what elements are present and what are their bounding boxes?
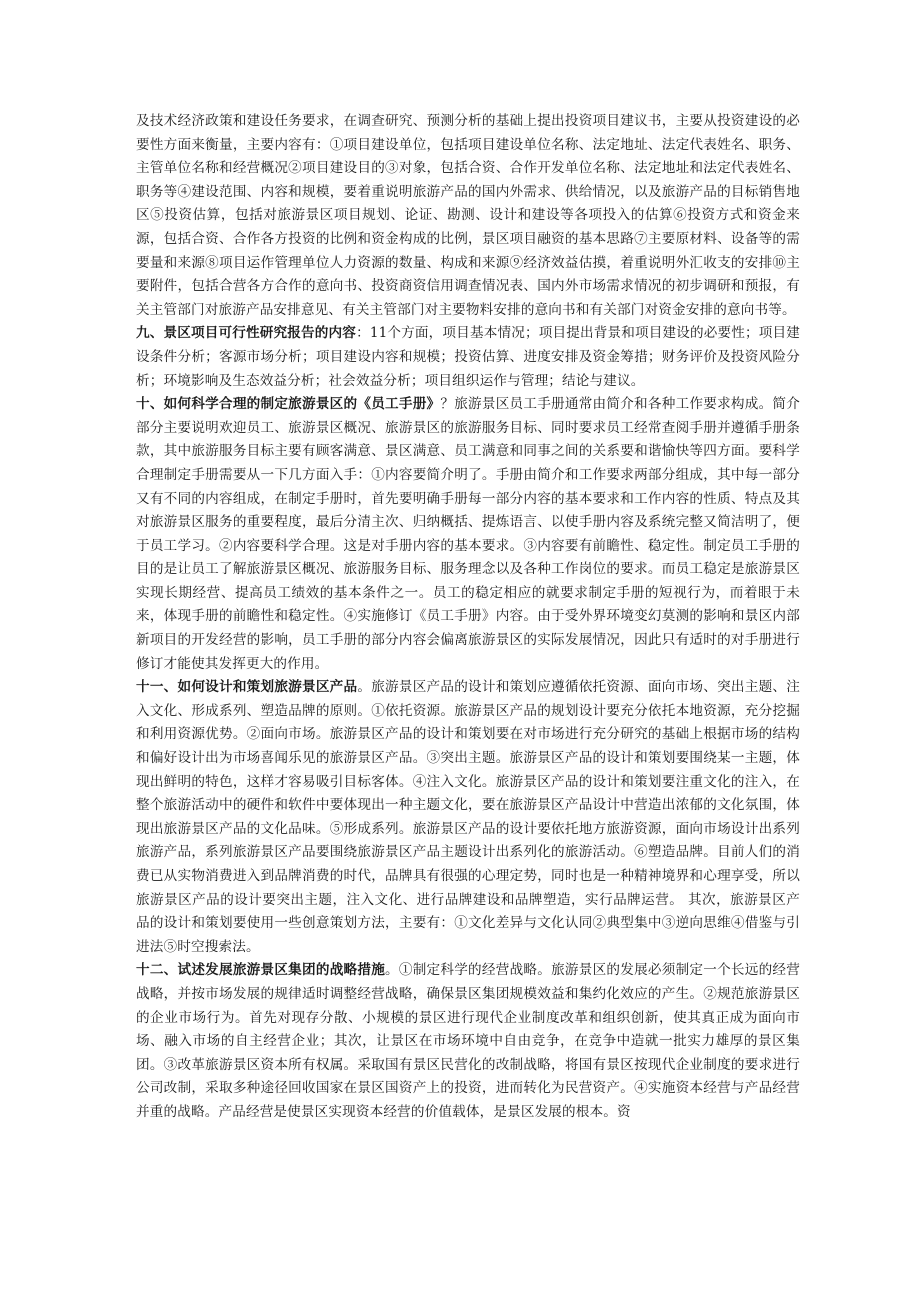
section-11-heading: 十一、如何设计和策划旅游景区产品 <box>136 679 358 696</box>
paragraph-12-text: 。①制定科学的经营战略。旅游景区的发展必须制定一个长远的经营战略，并按市场发展的规律适时调整经营战略，确保景区集团规模效益和集约化效应的产生。②规范旅游景区的企业市场行为。首先对现存分散、小规模的景区进行现代企业制度改革和组织创新，使其真正成为面向市场、融入市场的自主经营企业；其次，让景区在市场环境中自由竞争，在竞争中造就一批实力雄厚的景区集团。③改革旅游景区资本所有权属。采取国有景区民营化的改制战略，将国有景区按现代企业制度的要求进行公司改制，采取多种途径回收国家在景区国资产上的投资，进而转化为民营资产。④实施资本经营与产品经营并重的战略。产品经营是使景区实现资本经营的价值载体，是景区发展的根本。资 <box>136 962 801 1120</box>
section-12-heading: 十二、试述发展旅游景区集团的战略措施 <box>136 962 386 979</box>
paragraph-9-text: ：11个方面，项目基本情况；项目提出背景和项目建设的必要性；项目建设条件分析；客源市场分析；项目建设内容和规模；投资估算、进度安排及资金筹措；财务评价及投资风险分析；环境影响及生态效益分析；社会效益分析；项目组织运作与管理；结论与建议。 <box>136 325 801 389</box>
paragraph-11 <box>136 676 800 959</box>
section-9-heading: 九、景区项目可行性研究报告的内容 <box>136 325 357 342</box>
document-body <box>136 110 800 1125</box>
paragraph-10-text: ？旅游景区员工手册通常由简介和各种工作要求构成。简介部分主要说明欢迎员工、旅游景区概况、旅游景区的旅游服务目标、同时要求员工经常查阅手册并遵循手册条款，其中旅游服务目标主要有顾客满意、景区满意、员工满意和同事之间的关系要和谐愉快等四方面。要科学合理制定手册需要从一下几方面入手：①内容要简介明了。手册由简介和工作要求两部分组成，其中每一部分又有不同的内容组成，在制定手册时，首先要明确手册每一部分内容的基本要求和工作内容的性质、特点及其对旅游景区服务的重要程度，最后分清主次、归纳概括、提炼语言、以使手册内容及系统完整又简洁明了，便于员工学习。②内容要科学合理。这是对手册内容的基本要求。③内容要有前瞻性、稳定性。制定员工手册的目的是让员工了解旅游景区概况、旅游服务目标、服务理念以及各种工作岗位的要求。而员工稳定是旅游景区实现长期经营、提高员工绩效的基本条件之一。员工的稳定相应的就要求制定手册的短视行为，而着眼于未来，体现手册的前瞻性和稳定性。④实施修订《员工手册》内容。由于受外界环境变幻莫测的影响和景区内部新项目的开发经营的影响，员工手册的部分内容会偏离旅游景区的实际发展情况，因此只有适时的对手册进行修订才能使其发挥更大的作用。 <box>136 396 800 672</box>
paragraph-1-text: 及技术经济政策和建设任务要求，在调查研究、预测分析的基础上提出投资项目建议书，主要从投资建设的必要性方面来衡量，主要内容有：①项目建设单位，包括项目建设单位名称、法定地址、法定代表姓名、职务、主管单位名称和经营概况②项目建设目的③对象，包括合资、合作开发单位名称、法定地址和法定代表姓名、职务等④建设范围、内容和规模，要着重说明旅游产品的国内外需求、供给情况，以及旅游产品的目标销售地区⑤投资估算，包括对旅游景区项目规划、论证、勘测、设计和建设等各项投入的估算⑥投资方式和资金来源，包括合资、合作各方投资的比例和资金构成的比例，景区项目融资的基本思路⑦主要原材料、设备等的需要量和来源⑧项目运作管理单位人力资源的数量、构成和来源⑨经济效益估摸，着重说明外汇收支的安排⑩主要附件，包括合营各方合作的意向书、投资商资信用调查情况表、国内外市场需求情况的初步调研和预报，有关主管部门对旅游产品安排意见、有关主管部门对主要物料安排的意向书和有关部门对资金安排的意向书等。 <box>136 113 800 318</box>
paragraph-11-text: 。旅游景区产品的设计和策划应遵循依托资源、面向市场、突出主题、注入文化、形成系列、塑造品牌的原则。①依托资源。旅游景区产品的规划设计要充分依托本地资源，充分挖掘和利用资源优势。②面向市场。旅游景区产品的设计和策划要在对市场进行充分研究的基础上根据市场的结构和偏好设计出为市场喜闻乐见的旅游景区产品。③突出主题。旅游景区产品的设计和策划要围绕某一主题，体现出鲜明的特色，这样才容易吸引目标客体。④注入文化。旅游景区产品的设计和策划要注重文化的注入，在整个旅游活动中的硬件和软件中要体现出一种主题文化，要在旅游景区产品设计中营造出浓郁的文化氛围，体现出旅游景区产品的文化品味。⑤形成系列。旅游景区产品的设计要依托地方旅游资源，面向市场设计出系列旅游产品，系列旅游景区产品要围绕旅游景区产品主题设计出系列化的旅游活动。⑥塑造品牌。目前人们的消费已从实物消费进入到品牌消费的时代，品牌具有很强的心理定势，同时也是一种精神境界和心理享受，所以旅游景区产品的设计要突出主题，注入文化、进行品牌建设和品牌塑造，实行品牌运营。 其次，旅游景区产品的设计和策划要使用一些创意策划方法，主要有：①文化差异与文化认同②典型集中③逆向思维④借鉴与引进法⑤时空搜索法。 <box>136 679 800 955</box>
paragraph-1 <box>136 110 800 322</box>
paragraph-10 <box>136 393 800 676</box>
section-10-heading: 十、如何科学合理的制定旅游景区的《员工手册》 <box>136 396 441 413</box>
paragraph-9 <box>136 322 800 393</box>
paragraph-12 <box>136 959 800 1124</box>
